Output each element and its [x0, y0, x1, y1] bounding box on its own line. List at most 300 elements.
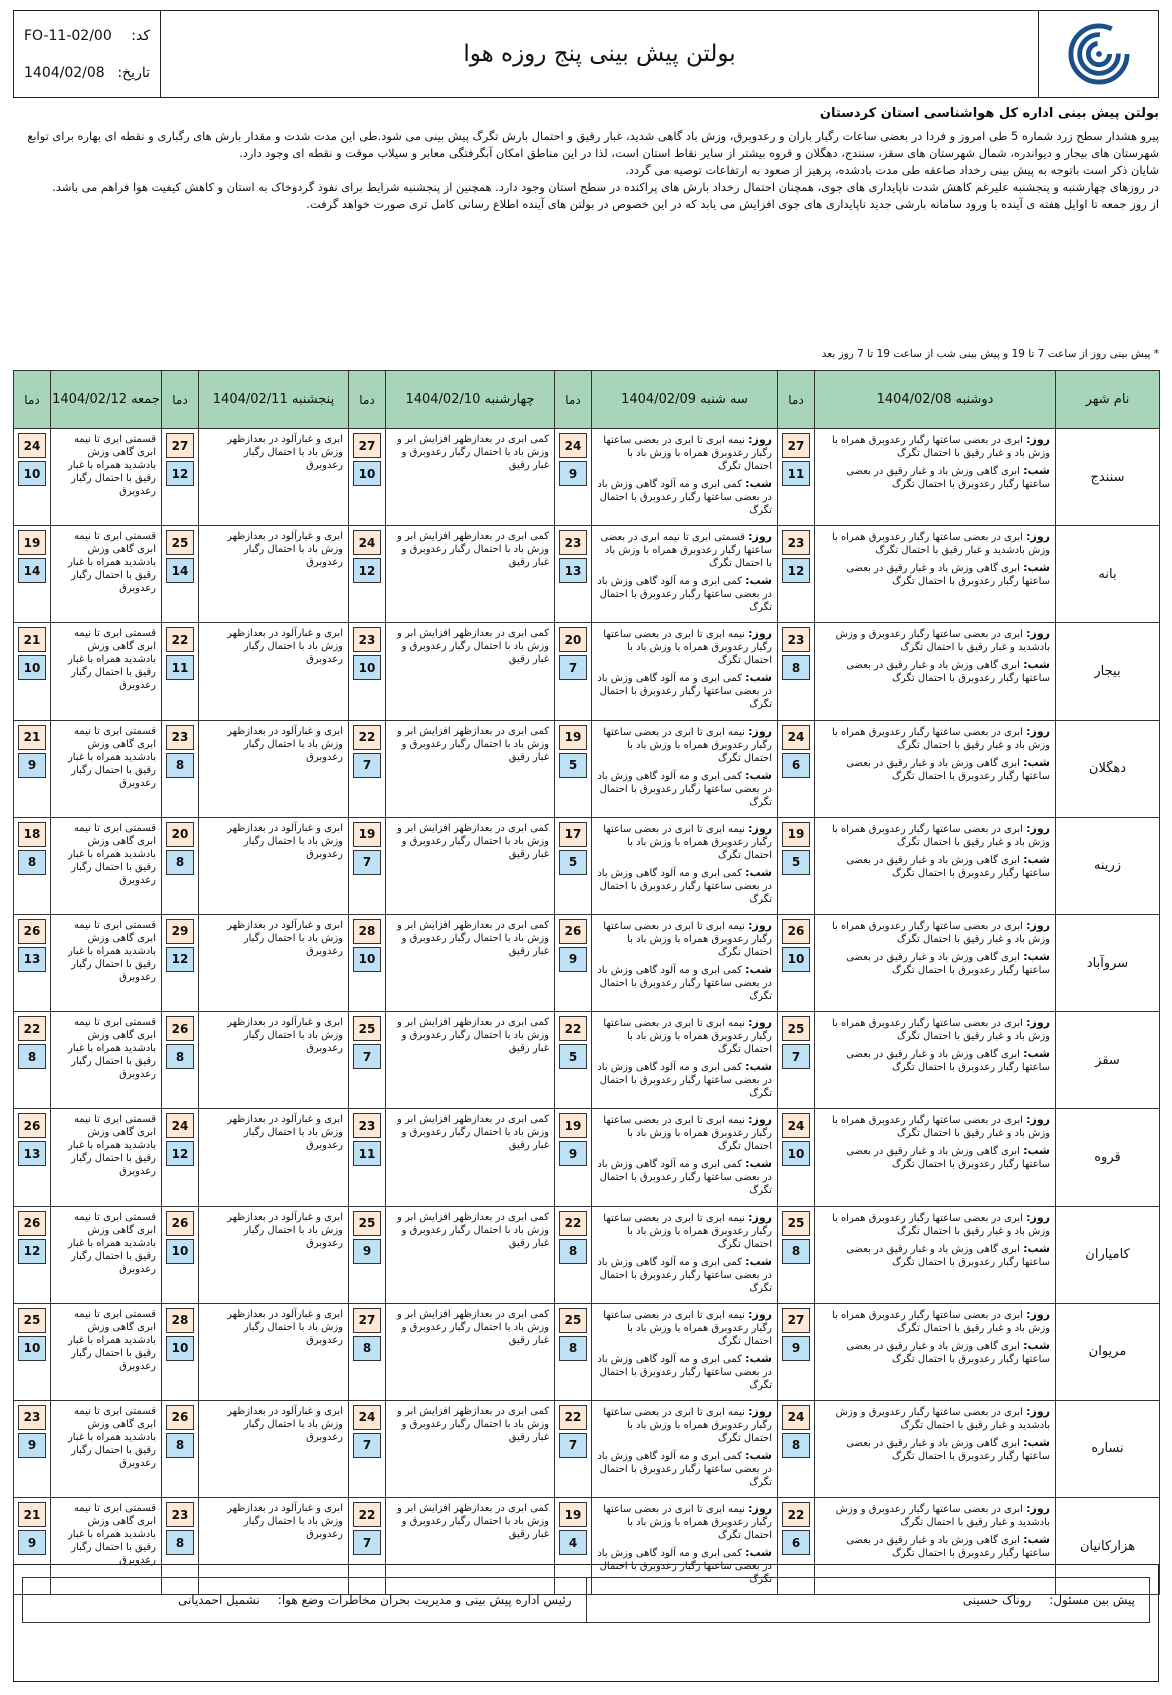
day-text: نیمه ابری تا ابری در بعضی ساعتها رگبار رعدوبرق همراه با وزش باد با احتمال تگرگ	[603, 920, 772, 958]
min-temp: 13	[18, 1141, 46, 1166]
day-text: ابری در بعضی ساعتها رگبار رعدوبرق همراه با وزش باد و غبار رقیق با احتمال تگرگ	[831, 1018, 1050, 1043]
day-forecast	[597, 1113, 772, 1153]
day-label: روز:	[748, 1113, 772, 1127]
forecast-text: کمی ابری در بعدازظهر افزایش ابر و وزش باد با احتمال رگبار رعدوبرق و غبار رقیق	[397, 1503, 549, 1541]
max-temp: 26	[18, 919, 46, 944]
temp-cell	[162, 623, 199, 720]
forecast-text: ابری و غبارآلود در بعدازظهر وزش باد با احتمال رگبار رعدوبرق	[227, 1017, 343, 1055]
night-label: شب:	[1023, 1533, 1050, 1547]
temp-cell	[14, 526, 51, 623]
temp-cell	[14, 623, 51, 720]
day-forecast	[820, 1113, 1050, 1140]
night-forecast	[597, 1449, 772, 1489]
forecast-cell-day-4	[199, 817, 349, 914]
city-name: بیجار	[1056, 623, 1160, 720]
forecast-cell-day-3	[386, 1109, 555, 1206]
temp-cell	[555, 914, 592, 1011]
temp-box	[162, 1207, 198, 1303]
temp-cell	[162, 429, 199, 526]
day-label: روز:	[1026, 821, 1050, 835]
min-temp: 5	[559, 1044, 587, 1069]
night-label: شب:	[1023, 561, 1050, 575]
day-1-header: دوشنبه 1404/02/08	[815, 371, 1056, 429]
day-forecast	[820, 1016, 1050, 1043]
city-name: قروه	[1056, 1109, 1160, 1206]
forecast-cell-day-5	[51, 720, 162, 817]
forecast-text: قسمتی ابری تا نیمه ابری گاهی وزش بادشدید همراه با غبار رقیق با احتمال رگبار رعدوبرق	[67, 1308, 156, 1372]
table-row	[14, 526, 1160, 623]
temp-cell	[349, 817, 386, 914]
night-label: شب:	[745, 1157, 772, 1171]
temp-box	[14, 1401, 50, 1497]
temp-cell	[555, 623, 592, 720]
forecast-cell-day-3	[386, 429, 555, 526]
day-label: روز:	[748, 821, 772, 835]
forecast-cell-day-2	[592, 1400, 778, 1497]
night-text: کمی ابری و مه آلود گاهی وزش باد در بعضی ساعتها رگبار رعدوبرق با احتمال تگرگ	[597, 479, 772, 516]
night-text: کمی ابری و مه آلود گاهی وزش باد در بعضی ساعتها رگبار رعدوبرق با احتمال تگرگ	[597, 770, 772, 808]
night-label: شب:	[1023, 1338, 1050, 1352]
temp-box	[14, 1109, 50, 1205]
signature-bar	[22, 1577, 1150, 1623]
forecast-cell-day-4	[199, 526, 349, 623]
day-5-header: جمعه 1404/02/12	[51, 371, 162, 429]
forecast-text: قسمتی ابری تا نیمه ابری گاهی وزش بادشدید همراه با غبار رقیق با احتمال رگبار رعدوبرق	[67, 1503, 156, 1567]
night-label: شب:	[1023, 949, 1050, 963]
temp-box	[778, 429, 814, 525]
day-label: روز:	[1026, 433, 1050, 446]
forecast-cell-day-1	[815, 1012, 1056, 1109]
forecast-text: قسمتی ابری تا نیمه ابری گاهی وزش بادشدید همراه با غبار رقیق با احتمال رگبار رعدوبرق	[67, 1017, 156, 1081]
temp-cell	[778, 526, 815, 623]
min-temp: 13	[559, 558, 587, 583]
temp-box	[349, 1109, 385, 1205]
temp-box	[349, 1012, 385, 1108]
night-forecast	[597, 1060, 772, 1100]
min-temp: 10	[18, 655, 46, 680]
night-text: ابری گاهی وزش باد و غبار رقیق در بعضی ساعتها رگبار رعدوبرق با احتمال تگرگ	[846, 1049, 1050, 1074]
max-temp: 27	[353, 1308, 381, 1333]
day-text: نیمه ابری تا ابری در بعضی ساعتها رگبار رعدوبرق همراه با وزش باد با احتمال تگرگ	[603, 1504, 772, 1542]
day-text: نیمه ابری تا ابری در بعضی ساعتها رگبار رعدوبرق همراه با وزش باد با احتمال تگرگ	[603, 1212, 772, 1250]
temp-box	[778, 526, 814, 622]
temp-cell	[555, 1303, 592, 1400]
city-name: بانه	[1056, 526, 1160, 623]
max-temp: 27	[166, 433, 194, 458]
forecast-text: ابری و غبارآلود در بعدازظهر وزش باد با احتمال رگبار رعدوبرق	[227, 434, 343, 471]
table-row	[14, 1303, 1160, 1400]
temp-box	[14, 429, 50, 525]
table-row	[14, 1109, 1160, 1206]
temp-box	[555, 1207, 591, 1303]
min-temp: 10	[166, 1336, 194, 1361]
forecast-cell-day-3	[386, 1400, 555, 1497]
min-temp: 12	[166, 1141, 194, 1166]
max-temp: 22	[559, 1211, 587, 1236]
temp-cell	[162, 1012, 199, 1109]
forecast-cell-day-5	[51, 1400, 162, 1497]
temp-box	[162, 526, 198, 622]
temp-cell	[162, 817, 199, 914]
day-forecast	[820, 1405, 1050, 1432]
max-temp: 24	[782, 1113, 810, 1138]
forecast-text: ابری و غبارآلود در بعدازظهر وزش باد با احتمال رگبار رعدوبرق	[227, 1114, 343, 1152]
day-text: ابری در بعضی ساعتها رگبار رعدوبرق همراه با وزش باد و غبار رقیق با احتمال تگرگ	[831, 1212, 1050, 1237]
max-temp: 25	[782, 1016, 810, 1041]
temp-1-header: دما	[778, 371, 815, 429]
min-temp: 10	[782, 947, 810, 972]
temp-box	[778, 721, 814, 817]
day-text: قسمتی ابری تا نیمه ابری در بعضی ساعتها رگبار رعدوبرق همراه با وزش باد با احتمال تگرگ	[600, 532, 772, 570]
temp-cell	[162, 1400, 199, 1497]
forecast-text: کمی ابری در بعدازظهر افزایش ابر و وزش باد با احتمال رگبار رعدوبرق و غبار رقیق	[397, 1308, 549, 1346]
forecast-text: قسمتی ابری تا نیمه ابری گاهی وزش بادشدید همراه با غبار رقیق با احتمال رگبار رعدوبرق	[67, 531, 156, 595]
forecast-table-body	[14, 429, 1160, 1595]
night-text: ابری گاهی وزش باد و غبار رقیق در بعضی ساعتها رگبار رعدوبرق با احتمال تگرگ	[846, 660, 1050, 685]
forecast-cell-day-3	[386, 1206, 555, 1303]
max-temp: 27	[782, 433, 810, 458]
max-temp: 25	[353, 1211, 381, 1236]
night-forecast	[597, 866, 772, 906]
min-temp: 7	[353, 1530, 381, 1555]
city-name: هزارکانیان	[1056, 1498, 1160, 1595]
temp-cell	[349, 1206, 386, 1303]
day-label: روز:	[748, 1210, 772, 1224]
temp-box	[14, 1304, 50, 1400]
forecast-text: قسمتی ابری تا نیمه ابری گاهی وزش بادشدید همراه با غبار رقیق با احتمال رگبار رعدوبرق	[67, 1211, 156, 1275]
temp-cell	[349, 1303, 386, 1400]
night-label: شب:	[745, 768, 772, 782]
temp-box	[555, 526, 591, 622]
min-temp: 6	[782, 1530, 810, 1555]
temp-box	[14, 915, 50, 1011]
code-value: FO-11-02/00	[24, 27, 112, 44]
max-temp: 26	[559, 919, 587, 944]
day-forecast	[820, 530, 1050, 557]
min-temp: 8	[166, 1044, 194, 1069]
min-temp: 8	[559, 1336, 587, 1361]
max-temp: 21	[18, 725, 46, 750]
night-label: شب:	[745, 1351, 772, 1365]
max-temp: 20	[559, 627, 587, 652]
temp-box	[349, 526, 385, 622]
night-label: شب:	[745, 1060, 772, 1074]
temp-cell	[555, 720, 592, 817]
forecast-text: کمی ابری در بعدازظهر افزایش ابر و وزش باد با احتمال رگبار رعدوبرق و غبار رقیق	[397, 919, 549, 957]
day-forecast	[820, 627, 1050, 654]
night-text: کمی ابری و مه آلود گاهی وزش باد در بعضی ساعتها رگبار رعدوبرق با احتمال تگرگ	[597, 964, 772, 1002]
max-temp: 22	[18, 1016, 46, 1041]
max-temp: 29	[166, 919, 194, 944]
min-temp: 10	[353, 655, 381, 680]
max-temp: 26	[166, 1016, 194, 1041]
max-temp: 22	[166, 627, 194, 652]
temp-cell	[349, 1012, 386, 1109]
night-label: شب:	[1023, 464, 1050, 477]
max-temp: 19	[559, 1502, 587, 1527]
night-text: ابری گاهی وزش باد و غبار رقیق در بعضی ساعتها رگبار رعدوبرق با احتمال تگرگ	[846, 1437, 1050, 1462]
forecast-cell-day-5	[51, 1206, 162, 1303]
temp-box	[778, 1401, 814, 1497]
forecast-cell-day-3	[386, 623, 555, 720]
temp-box	[555, 1304, 591, 1400]
min-temp: 11	[353, 1141, 381, 1166]
max-temp: 25	[559, 1308, 587, 1333]
city-name: زرینه	[1056, 817, 1160, 914]
intro-paragraph-3: در روزهای چهارشنبه و پنجشنبه علیرغم کاهش شدت ناپایداری های جوی، همچنان احتمال رخداد بارش های پراکنده در سطح استان وجود دارد. همچنین از پنجشنبه شرایط برای نفوذ گردوخاک به استان و کاهش کیفیت هوا فراهم می باشد.	[52, 180, 1159, 194]
day-forecast	[597, 822, 772, 862]
min-temp: 12	[782, 558, 810, 583]
temp-cell	[778, 1303, 815, 1400]
day-forecast	[820, 433, 1050, 460]
max-temp: 24	[782, 725, 810, 750]
max-temp: 23	[559, 530, 587, 555]
min-temp: 13	[18, 947, 46, 972]
temp-box	[555, 429, 591, 525]
max-temp: 23	[782, 627, 810, 652]
organization-logo	[1038, 11, 1158, 97]
day-2-header: سه شنبه 1404/02/09	[592, 371, 778, 429]
forecast-time-note: * پیش بینی روز از ساعت 7 تا 19 و پیش بینی شب از ساعت 19 تا 7 روز بعد	[821, 348, 1159, 360]
night-text: کمی ابری و مه آلود گاهی وزش باد در بعضی ساعتها رگبار رعدوبرق با احتمال تگرگ	[597, 576, 772, 614]
forecast-cell-day-5	[51, 1303, 162, 1400]
forecast-text: قسمتی ابری تا نیمه ابری گاهی وزش بادشدید همراه با غبار رقیق با احتمال رگبار رعدوبرق	[67, 919, 156, 983]
night-text: کمی ابری و مه آلود گاهی وزش باد در بعضی ساعتها رگبار رعدوبرق با احتمال تگرگ	[597, 1450, 772, 1488]
min-temp: 9	[353, 1239, 381, 1264]
night-forecast	[597, 1352, 772, 1392]
night-label: شب:	[1023, 1435, 1050, 1449]
forecast-text: قسمتی ابری تا نیمه ابری گاهی وزش بادشدید همراه با غبار رقیق با احتمال رگبار رعدوبرق	[67, 1114, 156, 1178]
min-temp: 8	[166, 850, 194, 875]
day-forecast	[597, 725, 772, 765]
temp-box	[162, 429, 198, 525]
day-text: ابری در بعضی ساعتها رگبار رعدوبرق و وزش بادشدید و غبار رقیق با احتمال تگرگ	[835, 1406, 1050, 1431]
night-forecast	[820, 1339, 1050, 1366]
forecast-cell-day-4	[199, 623, 349, 720]
temp-box	[555, 721, 591, 817]
forecast-cell-day-4	[199, 1303, 349, 1400]
temp-box	[778, 1109, 814, 1205]
min-temp: 9	[559, 1141, 587, 1166]
max-temp: 19	[559, 1113, 587, 1138]
temp-cell	[162, 1303, 199, 1400]
min-temp: 8	[782, 1433, 810, 1458]
day-label: روز:	[748, 1307, 772, 1321]
intro-section	[13, 106, 1159, 213]
day-label: روز:	[1026, 1307, 1050, 1321]
table-row	[14, 914, 1160, 1011]
temp-cell	[162, 526, 199, 623]
min-temp: 8	[166, 753, 194, 778]
forecast-text: کمی ابری در بعدازظهر افزایش ابر و وزش باد با احتمال رگبار رعدوبرق و غبار رقیق	[397, 822, 549, 860]
max-temp: 17	[559, 822, 587, 847]
forecast-text: ابری و غبارآلود در بعدازظهر وزش باد با احتمال رگبار رعدوبرق	[227, 1308, 343, 1346]
day-label: روز:	[748, 1502, 772, 1516]
night-label: شب:	[1023, 658, 1050, 672]
forecast-text: کمی ابری در بعدازظهر افزایش ابر و وزش باد با احتمال رگبار رعدوبرق و غبار رقیق	[397, 434, 549, 471]
night-forecast	[597, 963, 772, 1003]
forecast-cell-day-5	[51, 914, 162, 1011]
bulletin-header	[13, 10, 1159, 98]
day-3-header: چهارشنبه 1404/02/10	[386, 371, 555, 429]
min-temp: 7	[559, 655, 587, 680]
forecast-cell-day-5	[51, 429, 162, 526]
forecast-text: ابری و غبارآلود در بعدازظهر وزش باد با احتمال رگبار رعدوبرق	[227, 1211, 343, 1249]
max-temp: 21	[18, 1502, 46, 1527]
temp-box	[349, 623, 385, 719]
forecast-text: کمی ابری در بعدازظهر افزایش ابر و وزش باد با احتمال رگبار رعدوبرق و غبار رقیق	[397, 1405, 549, 1443]
night-text: ابری گاهی وزش باد و غبار رقیق در بعضی ساعتها رگبار رعدوبرق با احتمال تگرگ	[846, 1146, 1050, 1171]
table-header-row	[14, 371, 1160, 429]
forecast-cell-day-2	[592, 1012, 778, 1109]
city-column-header: نام شهر	[1056, 371, 1160, 429]
night-forecast	[597, 1255, 772, 1295]
night-forecast	[597, 769, 772, 809]
max-temp: 24	[166, 1113, 194, 1138]
day-label: روز:	[1026, 1210, 1050, 1224]
day-forecast	[820, 822, 1050, 849]
max-temp: 26	[18, 1113, 46, 1138]
max-temp: 23	[166, 1502, 194, 1527]
day-label: روز:	[1026, 627, 1050, 641]
temp-cell	[555, 526, 592, 623]
forecaster-label: پیش بین مسئول:	[1049, 1593, 1135, 1607]
temp-cell	[162, 1109, 199, 1206]
temp-cell	[349, 914, 386, 1011]
day-label: روز:	[1026, 918, 1050, 932]
head-signature	[23, 1578, 587, 1622]
forecast-cell-day-3	[386, 1303, 555, 1400]
max-temp: 28	[166, 1308, 194, 1333]
day-label: روز:	[748, 627, 772, 641]
temp-cell	[778, 1109, 815, 1206]
temp-cell	[162, 914, 199, 1011]
temp-box	[778, 623, 814, 719]
day-text: نیمه ابری تا ابری در بعضی ساعتها رگبار رعدوبرق همراه با وزش باد با احتمال تگرگ	[603, 629, 772, 667]
temp-box	[162, 1012, 198, 1108]
table-row	[14, 623, 1160, 720]
forecast-text: کمی ابری در بعدازظهر افزایش ابر و وزش باد با احتمال رگبار رعدوبرق و غبار رقیق	[397, 1114, 549, 1152]
max-temp: 24	[353, 530, 381, 555]
max-temp: 26	[166, 1405, 194, 1430]
day-label: روز:	[1026, 1404, 1050, 1418]
city-name: نساره	[1056, 1400, 1160, 1497]
temp-cell	[14, 817, 51, 914]
forecast-cell-day-5	[51, 1109, 162, 1206]
forecast-cell-day-1	[815, 817, 1056, 914]
max-temp: 26	[166, 1211, 194, 1236]
min-temp: 7	[353, 850, 381, 875]
temp-box	[778, 1012, 814, 1108]
forecast-cell-day-5	[51, 1012, 162, 1109]
temp-box	[162, 1401, 198, 1497]
min-temp: 7	[353, 753, 381, 778]
temp-box	[349, 721, 385, 817]
temp-cell	[14, 1012, 51, 1109]
min-temp: 7	[353, 1433, 381, 1458]
max-temp: 18	[18, 822, 46, 847]
page-title: بولتن پیش بینی پنج روزه هوا	[463, 41, 736, 67]
max-temp: 27	[353, 433, 381, 458]
forecast-cell-day-1	[815, 1109, 1056, 1206]
min-temp: 8	[782, 655, 810, 680]
night-forecast	[820, 464, 1050, 491]
temp-cell	[14, 1206, 51, 1303]
head-name: نشمیل احمدیانی	[177, 1593, 260, 1607]
day-text: نیمه ابری تا ابری در بعضی ساعتها رگبار رعدوبرق همراه با وزش باد با احتمال تگرگ	[603, 726, 772, 764]
date-row	[24, 65, 150, 81]
table-row	[14, 1206, 1160, 1303]
temp-3-header: دما	[349, 371, 386, 429]
max-temp: 24	[353, 1405, 381, 1430]
forecast-text: ابری و غبارآلود در بعدازظهر وزش باد با احتمال رگبار رعدوبرق	[227, 628, 343, 666]
night-text: ابری گاهی وزش باد و غبار رقیق در بعضی ساعتها رگبار رعدوبرق با احتمال تگرگ	[846, 854, 1050, 879]
intro-paragraph-1: پیرو هشدار سطح زرد شماره 5 طی امروز و فردا در بعضی ساعات رگبار باران و رعدوبرق، وزش باد گاهی شدید، غبار رقیق و احتمال بارش تگرگ پیش بینی می شود.طی این مدت شدت و مقدار بارش های رگباری و نقطه ای بهاره برای توابع شهرستان های بیجار و دیواندره، شمال شهرستان های سقز، سنندج، دهگلان و قروه بیشتر از سایر نقاط استان است، لذا در این مناطق امکان آبگرفتگی معابر و سیلاب موقت و نقطه ای وجود دارد.	[27, 129, 1159, 160]
max-temp: 23	[782, 530, 810, 555]
forecast-cell-day-1	[815, 1303, 1056, 1400]
city-name: سروآباد	[1056, 914, 1160, 1011]
min-temp: 8	[353, 1336, 381, 1361]
forecast-cell-day-2	[592, 429, 778, 526]
forecast-cell-day-1	[815, 429, 1056, 526]
night-text: کمی ابری و مه آلود گاهی وزش باد در بعضی ساعتها رگبار رعدوبرق با احتمال تگرگ	[597, 673, 772, 711]
day-label: روز:	[1026, 530, 1050, 544]
forecast-cell-day-1	[815, 914, 1056, 1011]
forecast-cell-day-4	[199, 1206, 349, 1303]
min-temp: 11	[166, 655, 194, 680]
forecast-cell-day-1	[815, 623, 1056, 720]
forecast-cell-day-4	[199, 1400, 349, 1497]
day-forecast	[820, 725, 1050, 752]
temp-cell	[778, 1012, 815, 1109]
night-text: ابری گاهی وزش باد و غبار رقیق در بعضی ساعتها رگبار رعدوبرق با احتمال تگرگ	[846, 1535, 1050, 1560]
temp-cell	[14, 1400, 51, 1497]
temp-cell	[349, 1109, 386, 1206]
night-label: شب:	[745, 1448, 772, 1462]
head-label: رئیس اداره پیش بینی و مدیریت بحران مخاطرات وضع هوا:	[277, 1593, 572, 1607]
code-row	[24, 28, 150, 44]
night-label: شب:	[745, 1254, 772, 1268]
max-temp: 22	[353, 1502, 381, 1527]
day-forecast	[597, 1405, 772, 1445]
temp-box	[14, 623, 50, 719]
temp-cell	[14, 914, 51, 1011]
document-meta	[14, 11, 161, 97]
max-temp: 24	[559, 433, 587, 458]
temp-box	[349, 1401, 385, 1497]
forecast-text: قسمتی ابری تا نیمه ابری گاهی وزش بادشدید همراه با غبار رقیق با احتمال رگبار رعدوبرق	[67, 1405, 156, 1469]
night-label: شب:	[1023, 1241, 1050, 1255]
temp-cell	[555, 1109, 592, 1206]
forecaster-name: روناک حسینی	[962, 1593, 1032, 1607]
forecast-text: قسمتی ابری تا نیمه ابری گاهی وزش بادشدید همراه با غبار رقیق با احتمال رگبار رعدوبرق	[67, 434, 156, 497]
max-temp: 25	[782, 1211, 810, 1236]
temp-box	[778, 1207, 814, 1303]
temp-cell	[778, 429, 815, 526]
temp-cell	[555, 429, 592, 526]
meteorology-logo-icon	[1068, 23, 1130, 85]
max-temp: 23	[18, 1405, 46, 1430]
code-label: کد:	[131, 27, 150, 44]
temp-box	[14, 1207, 50, 1303]
temp-cell	[778, 1206, 815, 1303]
max-temp: 24	[18, 433, 46, 458]
night-label: شب:	[1023, 755, 1050, 769]
forecast-text: ابری و غبارآلود در بعدازظهر وزش باد با احتمال رگبار رعدوبرق	[227, 1405, 343, 1443]
night-forecast	[820, 950, 1050, 977]
min-temp: 9	[18, 753, 46, 778]
day-forecast	[597, 1016, 772, 1056]
